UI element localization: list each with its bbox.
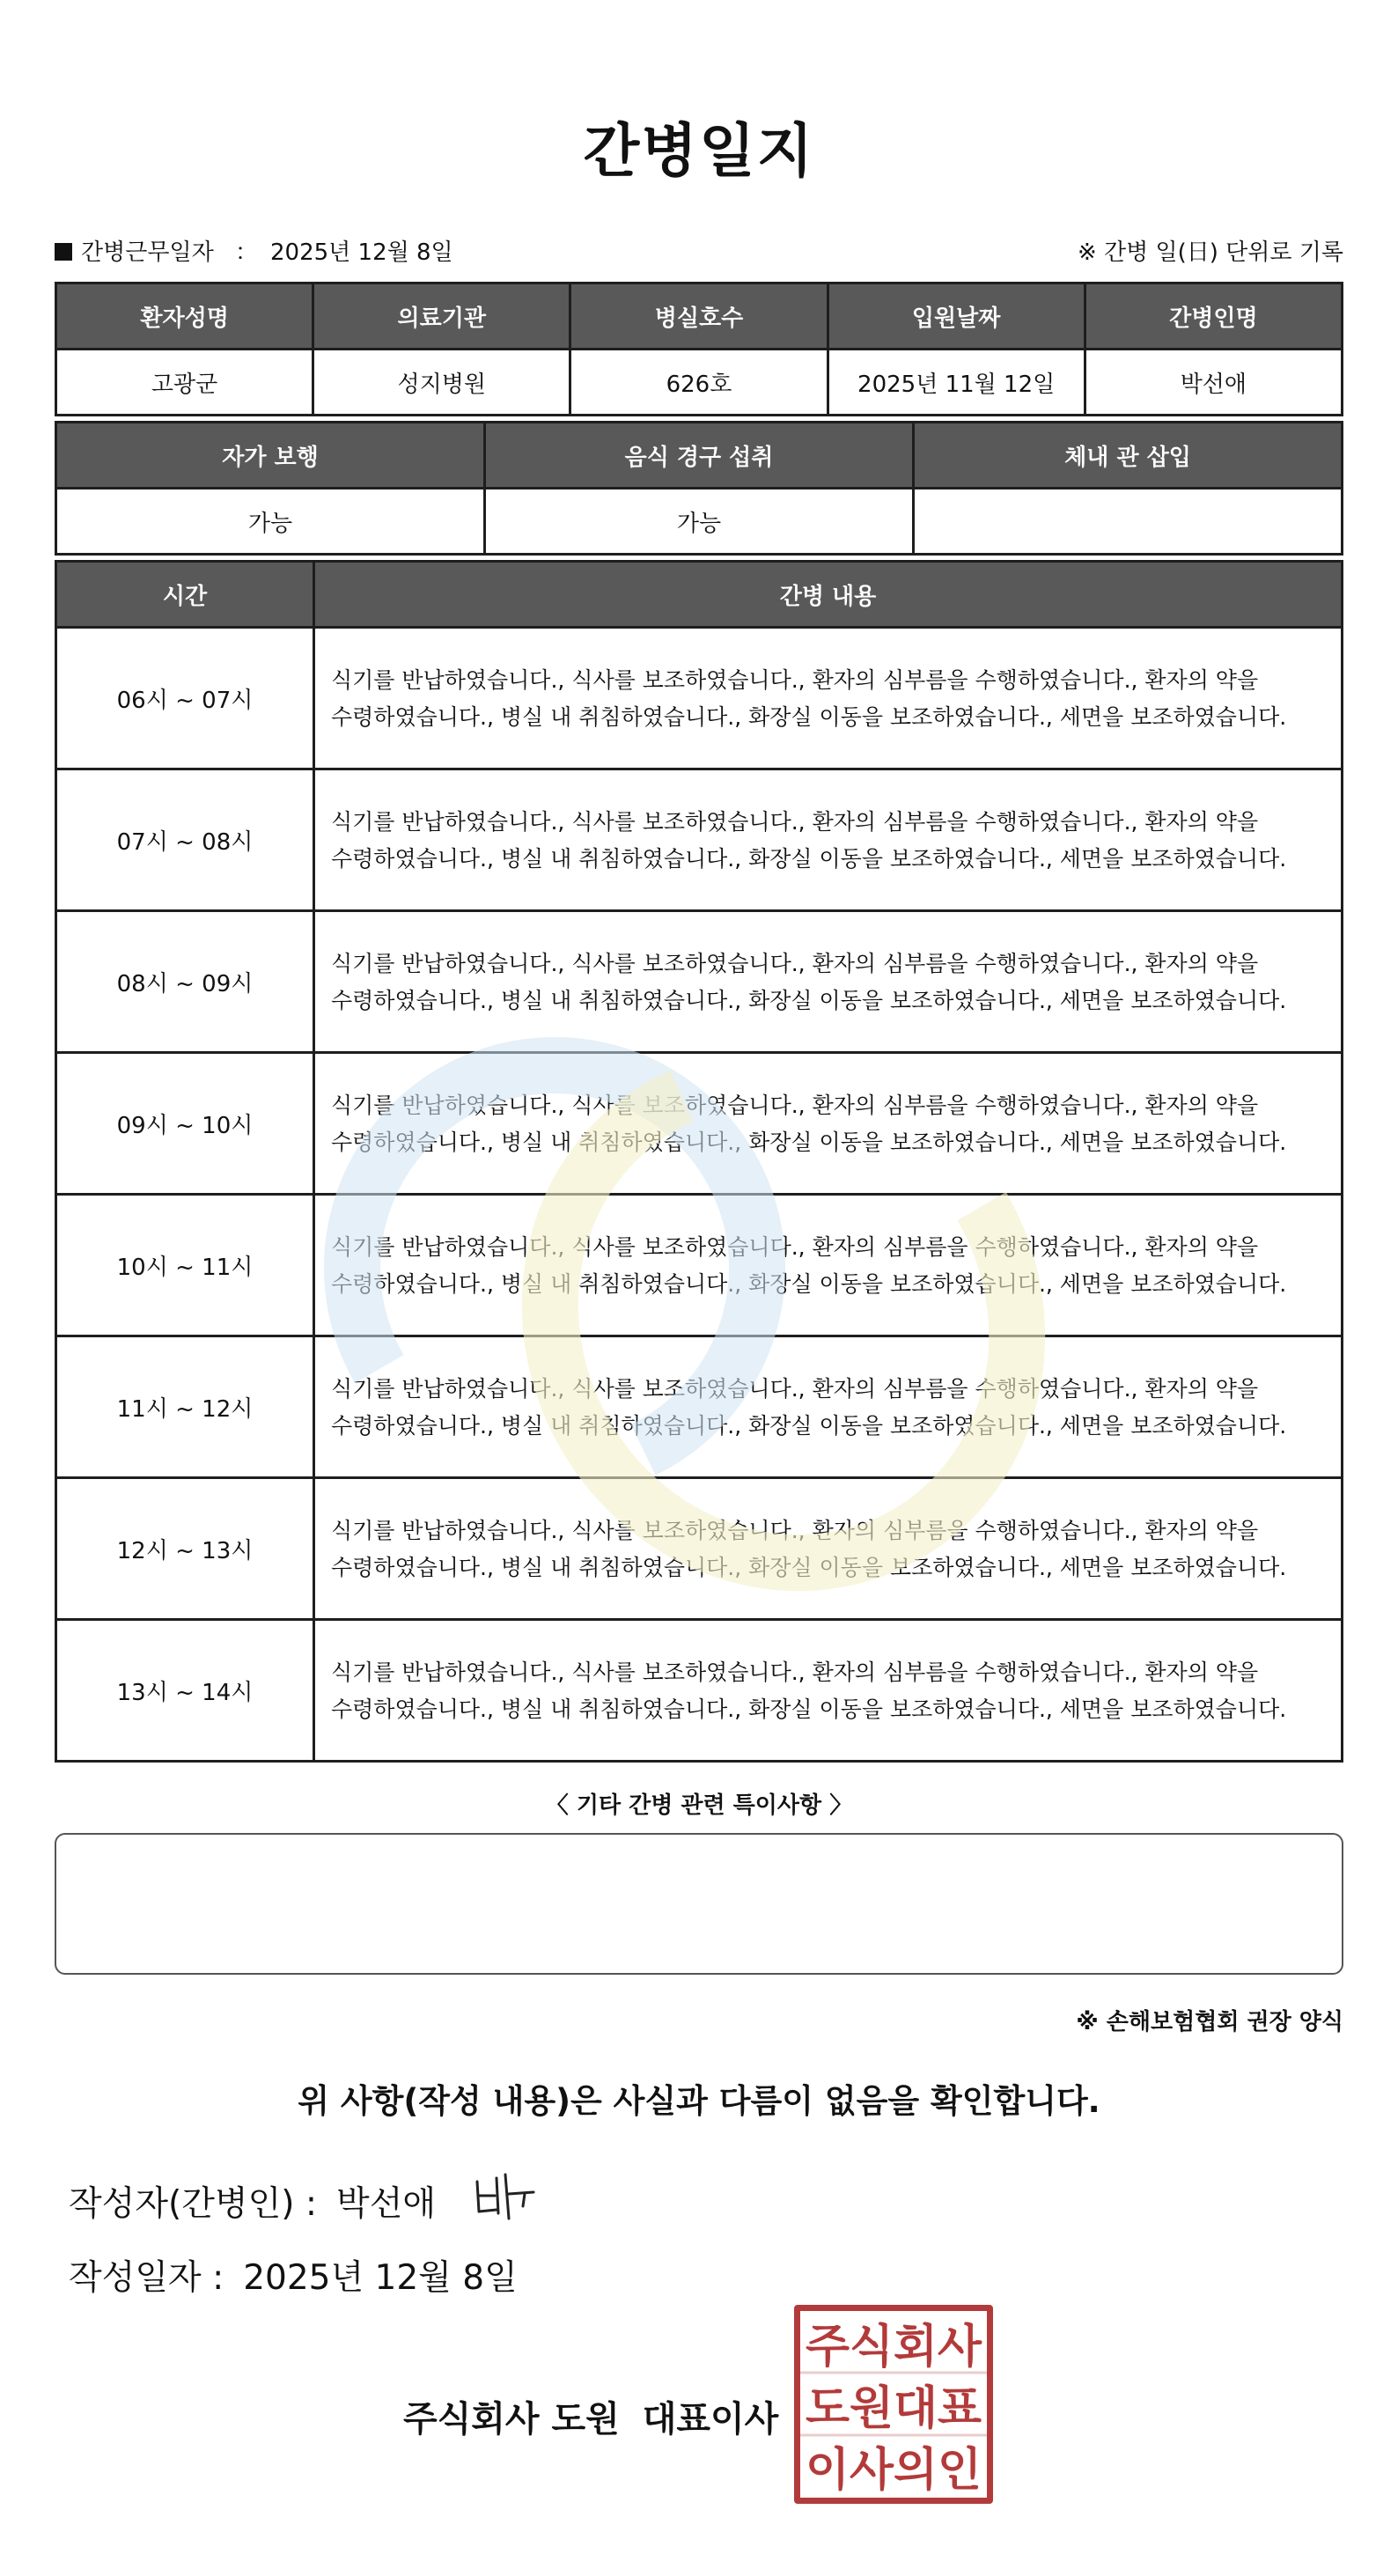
writer-label: 작성자(간병인) : [69, 2184, 318, 2224]
time-slot: 11시 ~ 12시 [56, 1336, 314, 1478]
time-slot: 10시 ~ 11시 [56, 1195, 314, 1336]
care-content: 식기를 반납하였습니다., 식사를 보조하였습니다., 환자의 심부름을 수행하였습니다., 환자의 약을 수령하였습니다., 병실 내 취침하였습니다., 화장실 이동을 보조하였습니다., 세면을 보조하였습니다. [314, 911, 1343, 1053]
header-admission-date: 입원날짜 [828, 283, 1085, 350]
header-caregiver: 간병인명 [1085, 283, 1342, 350]
work-date-label: 간병근무일자 [81, 239, 214, 266]
header-time: 시간 [56, 562, 314, 628]
seal-line-2: 도원대표 [806, 2382, 982, 2435]
writer-name: 박선애 [336, 2184, 437, 2224]
header-self-walking: 자가 보행 [56, 423, 485, 489]
seal-graphic [800, 2311, 987, 2498]
care-content: 식기를 반납하였습니다., 식사를 보조하였습니다., 환자의 심부름을 수행하였습니다., 환자의 약을 수령하였습니다., 병실 내 취침하였습니다., 화장실 이동을 보조하였습니다., 세면을 보조하였습니다. [314, 1478, 1343, 1620]
work-date-value: 2025년 12월 8일 [269, 239, 453, 266]
header-room: 병실호수 [570, 283, 828, 350]
company-signature-line [403, 2391, 778, 2441]
write-date-value: 2025년 12월 8일 [243, 2258, 518, 2298]
handwritten-signature [470, 2171, 567, 2220]
time-slot: 12시 ~ 13시 [56, 1478, 314, 1620]
admission-date: 2025년 11월 12일 [828, 350, 1085, 416]
header-oral-intake: 음식 경구 섭취 [485, 423, 914, 489]
caregiver-name: 박선애 [1085, 350, 1342, 416]
header-tube-insertion: 체내 관 삽입 [914, 423, 1343, 489]
record-unit-note: ※ 간병 일(日) 단위로 기록 [1077, 239, 1343, 266]
care-log-table [55, 560, 1343, 1763]
care-content: 식기를 반납하였습니다., 식사를 보조하였습니다., 환자의 심부름을 수행하였습니다., 환자의 약을 수령하였습니다., 병실 내 취침하였습니다., 화장실 이동을 보조하였습니다., 세면을 보조하였습니다. [314, 1620, 1343, 1762]
table-row [56, 1336, 1343, 1478]
self-walking-value: 가능 [56, 489, 485, 555]
patient-name: 고광군 [56, 350, 313, 416]
confirmation-statement: 위 사항(작성 내용)은 사실과 다름이 없음을 확인합니다. [298, 2082, 1100, 2120]
care-content: 식기를 반납하였습니다., 식사를 보조하였습니다., 환자의 심부름을 수행하였습니다., 환자의 약을 수령하였습니다., 병실 내 취침하였습니다., 화장실 이동을 보조하였습니다., 세면을 보조하였습니다. [314, 628, 1343, 769]
time-slot: 07시 ~ 08시 [56, 769, 314, 911]
writer-line [69, 2176, 436, 2226]
square-bullet-icon [55, 243, 72, 261]
company-seal-stamp [794, 2305, 993, 2504]
seal-line-1: 주식회사 [806, 2321, 982, 2374]
time-slot: 06시 ~ 07시 [56, 628, 314, 769]
time-slot: 08시 ~ 09시 [56, 911, 314, 1053]
write-date-line [69, 2250, 518, 2300]
time-slot: 13시 ~ 14시 [56, 1620, 314, 1762]
page-title: 간병일지 [583, 117, 815, 185]
company-name: 주식회사 도원 [403, 2399, 620, 2440]
work-date-line [55, 234, 1343, 269]
patient-info-table [55, 282, 1343, 416]
care-content: 식기를 반납하였습니다., 식사를 보조하였습니다., 환자의 심부름을 수행하였습니다., 환자의 약을 수령하였습니다., 병실 내 취침하였습니다., 화장실 이동을 보조하였습니다., 세면을 보조하였습니다. [314, 1336, 1343, 1478]
header-patient-name: 환자성명 [56, 283, 313, 350]
special-notes-title: 〈 기타 간병 관련 특이사항 〉 [545, 1792, 853, 1819]
table-row [56, 628, 1343, 769]
table-row [56, 911, 1343, 1053]
special-notes-box [55, 1833, 1343, 1975]
seal-line-3: 이사의인 [806, 2444, 982, 2497]
time-slot: 09시 ~ 10시 [56, 1053, 314, 1195]
tube-insertion-value [914, 489, 1343, 555]
care-content: 식기를 반납하였습니다., 식사를 보조하였습니다., 환자의 심부름을 수행하였습니다., 환자의 약을 수령하였습니다., 병실 내 취침하였습니다., 화장실 이동을 보조하였습니다., 세면을 보조하였습니다. [314, 1195, 1343, 1336]
table-row [56, 1478, 1343, 1620]
table-row [56, 769, 1343, 911]
care-content: 식기를 반납하였습니다., 식사를 보조하였습니다., 환자의 심부름을 수행하였습니다., 환자의 약을 수령하였습니다., 병실 내 취침하였습니다., 화장실 이동을 보조하였습니다., 세면을 보조하였습니다. [314, 1053, 1343, 1195]
header-hospital: 의료기관 [313, 283, 570, 350]
header-care-content: 간병 내용 [314, 562, 1343, 628]
oral-intake-value: 가능 [485, 489, 914, 555]
work-date [55, 234, 453, 267]
company-title: 대표이사 [642, 2399, 779, 2440]
table-row [56, 1053, 1343, 1195]
care-content: 식기를 반납하였습니다., 식사를 보조하였습니다., 환자의 심부름을 수행하였습니다., 환자의 약을 수령하였습니다., 병실 내 취침하였습니다., 화장실 이동을 보조하였습니다., 세면을 보조하였습니다. [314, 769, 1343, 911]
room-number: 626호 [570, 350, 828, 416]
hospital: 성지병원 [313, 350, 570, 416]
table-row [56, 1195, 1343, 1336]
patient-ability-table [55, 421, 1343, 556]
table-row [56, 1620, 1343, 1762]
work-date-separator: ： [234, 239, 258, 266]
form-source-note: ※ 손해보험협회 권장 양식 [1076, 2009, 1343, 2035]
write-date-label: 작성일자 : [69, 2258, 224, 2298]
